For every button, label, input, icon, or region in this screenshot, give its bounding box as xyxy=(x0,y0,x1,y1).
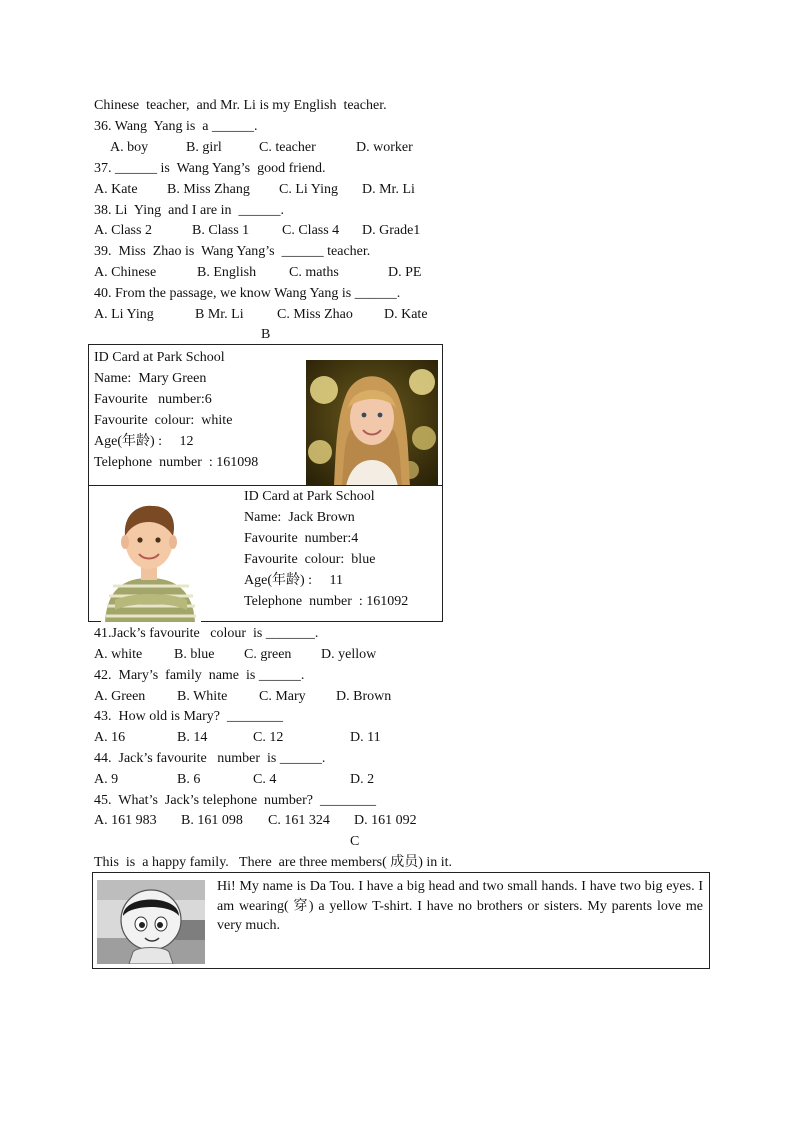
card-telephone: Telephone number : 161098 xyxy=(94,455,259,470)
card-name: Name: Mary Green xyxy=(94,371,207,386)
option-a: A. 16 xyxy=(94,730,126,745)
option-d: D. 11 xyxy=(350,730,381,745)
card-favourite-colour: Favourite colour: blue xyxy=(244,552,376,567)
option-b: B. English xyxy=(197,265,257,280)
boy-portrait-icon xyxy=(101,496,201,622)
option-b: B. girl xyxy=(186,140,222,155)
option-a: A. 161 983 xyxy=(94,813,157,828)
option-b: B. Class 1 xyxy=(192,223,250,238)
option-d: D. Grade1 xyxy=(362,223,421,238)
card-telephone: Telephone number : 161092 xyxy=(244,594,409,609)
option-c: C. green xyxy=(244,647,292,662)
question-39: 39. Miss Zhao is Wang Yang’s ______ teacher. xyxy=(94,244,371,259)
option-a: A. Kate xyxy=(94,182,138,197)
option-b: B. 161 098 xyxy=(181,813,243,828)
card-favourite-number: Favourite number:4 xyxy=(244,531,359,546)
question-40: 40. From the passage, we know Wang Yang is ______. xyxy=(94,286,401,301)
option-b: B. 6 xyxy=(177,772,201,787)
option-a: A. Li Ying xyxy=(94,307,154,322)
question-44: 44. Jack’s favourite number is ______. xyxy=(94,751,326,766)
option-b: B. 14 xyxy=(177,730,208,745)
option-b: B. blue xyxy=(174,647,215,662)
story-paragraph: Hi! My name is Da Tou. I have a big head and two small hands. I have two big eyes. I am wearing( 穿) a yellow T-shirt. I have no brothers or sisters. My parents love me very much. xyxy=(217,879,703,933)
option-c: C. 12 xyxy=(253,730,284,745)
option-a: A. white xyxy=(94,647,143,662)
id-card-mary xyxy=(88,344,443,486)
id-card-jack xyxy=(88,485,443,622)
section-c-heading: C xyxy=(350,834,360,849)
option-d: D. Mr. Li xyxy=(362,182,415,197)
story-box xyxy=(92,872,710,969)
option-b: B. White xyxy=(177,689,228,704)
cartoon-boy-icon xyxy=(97,880,205,964)
option-c: C. Mary xyxy=(259,689,306,704)
question-45: 45. What’s Jack’s telephone number? ________ xyxy=(94,793,377,808)
option-c: C. teacher xyxy=(259,140,316,155)
option-d: D. PE xyxy=(388,265,422,280)
intro-line: Chinese teacher, and Mr. Li is my English teacher. xyxy=(94,98,387,113)
option-a: A. 9 xyxy=(94,772,119,787)
option-d: D. worker xyxy=(356,140,413,155)
card-title: ID Card at Park School xyxy=(94,350,225,365)
question-36: 36. Wang Yang is a ______. xyxy=(94,119,258,134)
question-38: 38. Li Ying and I are in ______. xyxy=(94,203,285,218)
option-d: D. Brown xyxy=(336,689,392,704)
option-c: C. 161 324 xyxy=(268,813,330,828)
option-c: C. Li Ying xyxy=(279,182,338,197)
question-43: 43. How old is Mary? ________ xyxy=(94,709,283,724)
option-c: C. Class 4 xyxy=(282,223,340,238)
option-d: D. yellow xyxy=(321,647,377,662)
option-a: A. Class 2 xyxy=(94,223,152,238)
option-d: D. Kate xyxy=(384,307,428,322)
question-41: 41.Jack’s favourite colour is _______. xyxy=(94,626,319,641)
card-age: Age(年龄) : 12 xyxy=(94,434,194,449)
card-title: ID Card at Park School xyxy=(244,489,375,504)
option-b: B Mr. Li xyxy=(195,307,244,322)
card-favourite-number: Favourite number:6 xyxy=(94,392,212,407)
option-c: C. Miss Zhao xyxy=(277,307,353,322)
card-name: Name: Jack Brown xyxy=(244,510,355,525)
section-c-intro: This is a happy family. There are three members( 成员) in it. xyxy=(94,855,453,870)
girl-portrait-icon xyxy=(306,360,438,486)
question-37: 37. ______ is Wang Yang’s good friend. xyxy=(94,161,326,176)
option-a: A. Green xyxy=(94,689,146,704)
option-a: A. Chinese xyxy=(94,265,157,280)
option-c: C. 4 xyxy=(253,772,277,787)
option-b: B. Miss Zhang xyxy=(167,182,250,197)
card-age: Age(年龄) : 11 xyxy=(244,573,344,588)
option-d: D. 2 xyxy=(350,772,375,787)
question-42: 42. Mary’s family name is ______. xyxy=(94,668,305,683)
option-c: C. maths xyxy=(289,265,339,280)
card-favourite-colour: Favourite colour: white xyxy=(94,413,233,428)
section-b-heading: B xyxy=(261,327,271,342)
option-a: A. boy xyxy=(110,140,149,155)
option-d: D. 161 092 xyxy=(354,813,417,828)
